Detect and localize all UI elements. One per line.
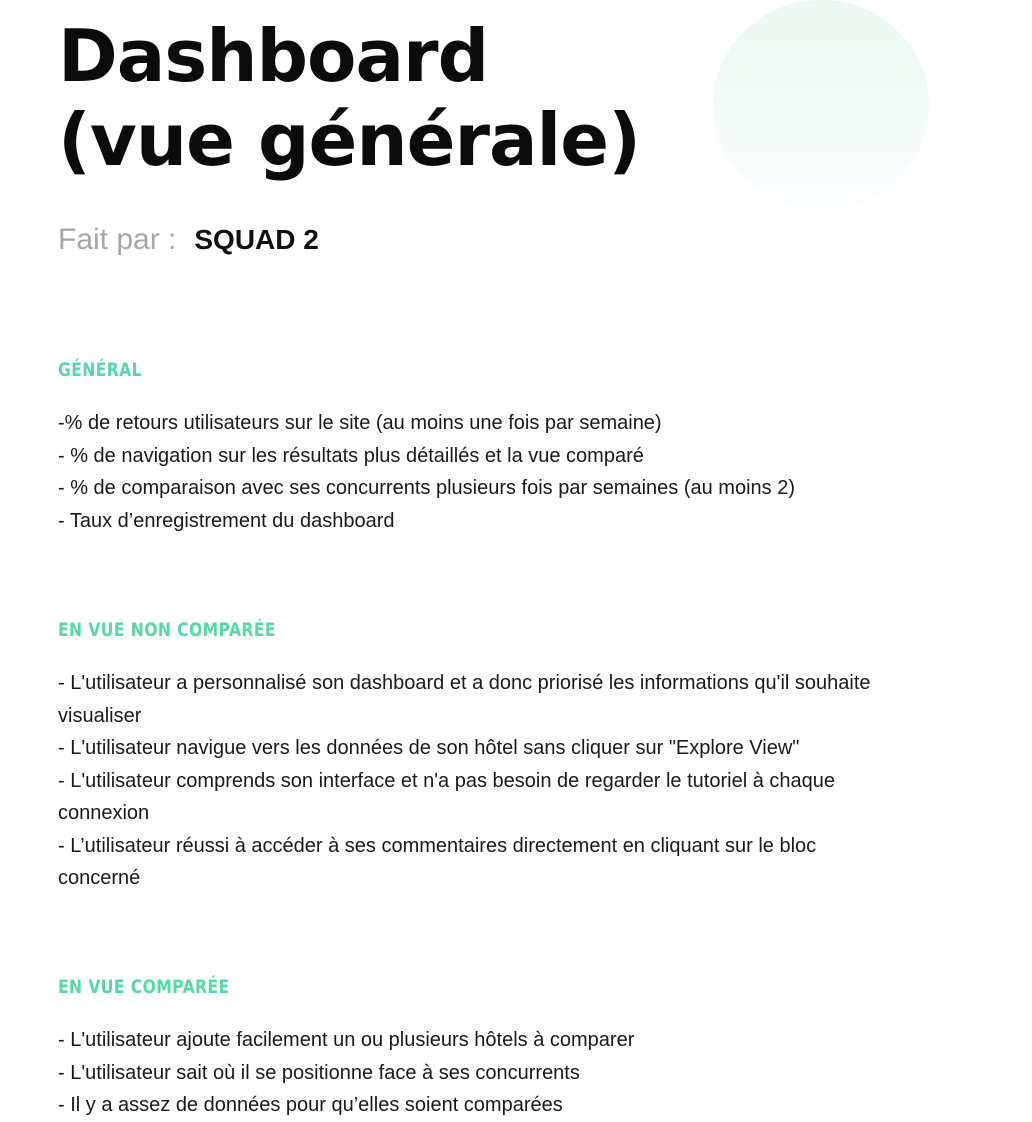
section-non-compared-view bbox=[58, 617, 878, 895]
list-item: - % de navigation sur les résultats plus détaillés et la vue comparé bbox=[58, 444, 644, 467]
author-credit bbox=[58, 222, 319, 258]
author-label: Fait par : bbox=[58, 223, 177, 256]
author-name: SQUAD 2 bbox=[194, 224, 319, 255]
kpi-list-compared bbox=[58, 1024, 878, 1122]
list-item: - Il y a assez de données pour qu’elles soient comparées bbox=[58, 1094, 563, 1116]
decorative-circle bbox=[713, 0, 929, 210]
page-title-line-1: Dashboard bbox=[58, 14, 489, 98]
list-item: - L'utilisateur ajoute facilement un ou plusieurs hôtels à comparer bbox=[58, 1029, 635, 1051]
kpi-list-general bbox=[58, 407, 878, 537]
kpi-list-non-compared bbox=[58, 667, 878, 895]
list-item: - Taux d’enregistrement du dashboard bbox=[58, 509, 395, 532]
section-heading-non-compared: EN VUE NON COMPARÉE bbox=[58, 619, 276, 641]
list-item: -% de retours utilisateurs sur le site (au moins une fois par semaine) bbox=[58, 412, 662, 434]
section-general bbox=[58, 357, 878, 537]
list-item: - % de comparaison avec ses concurrents plusieurs fois par semaines (au moins 2) bbox=[58, 477, 795, 499]
list-item: - L’utilisateur réussi à accéder à ses commentaires directement en cliquant sur le bloc concerné bbox=[58, 834, 817, 889]
section-compared-view bbox=[58, 974, 878, 1122]
list-item: - L'utilisateur sait où il se positionne face à ses concurrents bbox=[58, 1061, 580, 1084]
section-heading-general: GÉNÉRAL bbox=[58, 359, 142, 381]
list-item: - L'utilisateur a personnalisé son dashboard et a donc priorisé les informations qu'il souhaite visualiser bbox=[58, 672, 871, 727]
list-item: - L'utilisateur comprends son interface et n'a pas besoin de regarder le tutoriel à chaque connexion bbox=[58, 769, 835, 824]
page-title-line-2: (vue générale) bbox=[58, 98, 640, 182]
list-item: - L'utilisateur navigue vers les données de son hôtel sans cliquer sur "Explore View" bbox=[58, 737, 800, 759]
page-title bbox=[58, 14, 640, 182]
section-heading-compared: EN VUE COMPARÉE bbox=[58, 976, 230, 998]
